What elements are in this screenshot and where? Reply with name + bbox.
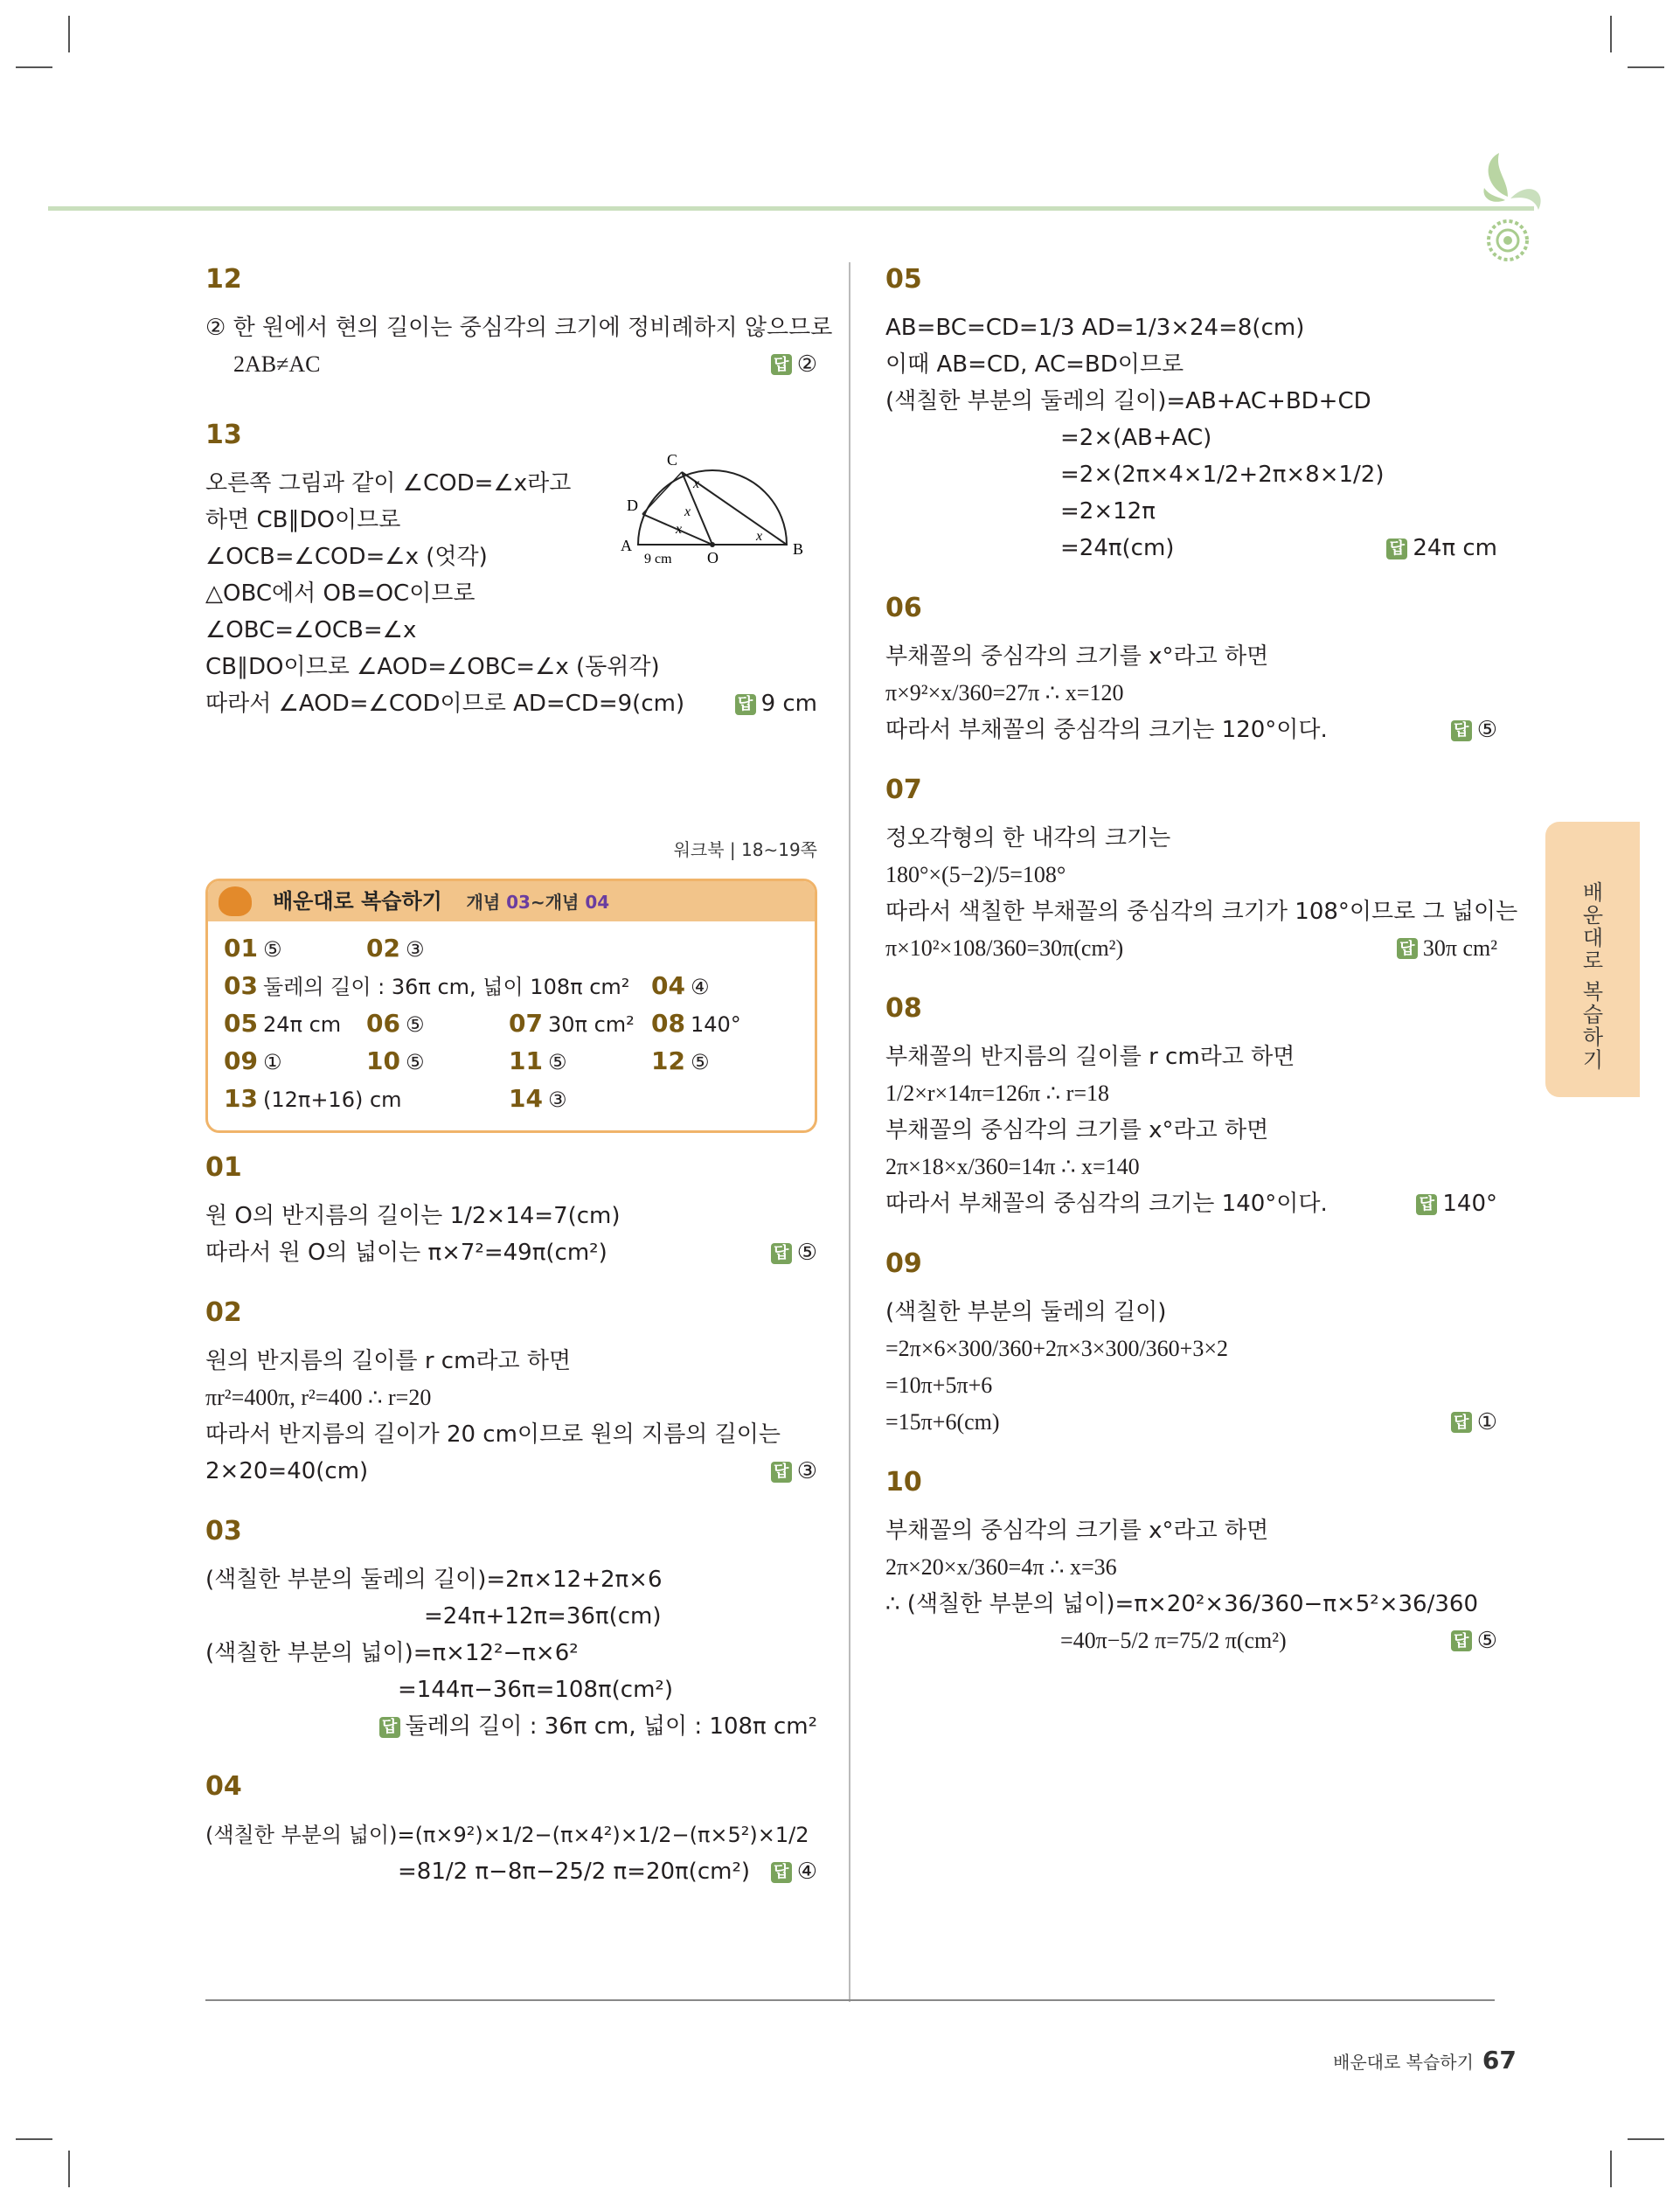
solution-08 [885, 991, 1497, 1222]
review-item-answer: 둘레의 길이 : 36π cm, 넓이 108π cm² [262, 975, 630, 999]
answer [1386, 530, 1497, 566]
solution-line: =2×(2π×4×1/2+2π×8×1/2) [1060, 462, 1385, 488]
solution-line: 따라서 ∠AOD=∠COD이므로 AD=CD=9(cm) [205, 691, 685, 717]
solution-line: 부채꼴의 중심각의 크기를 x°라고 하면 [885, 1518, 1269, 1544]
solution-line: 오른쪽 그림과 같이 ∠COD=∠x라고 [205, 470, 572, 497]
review-item-number: 12 [651, 1046, 685, 1075]
solution-line: (색칠한 부분의 넓이)=π×12²−π×6² [205, 1640, 579, 1666]
solution-line: (색칠한 부분의 넓이)=(π×9²)×1/2−(π×4²)×1/2−(π×5²)×1/2 [205, 1823, 809, 1847]
answer [771, 1853, 817, 1890]
solution-line: 원 O의 반지름의 길이는 1/2×14=7(cm) [205, 1203, 621, 1229]
fox-mascot-icon [219, 886, 252, 916]
figure-label: B [793, 540, 804, 558]
solution-line: =2×(AB+AC) [1060, 425, 1212, 451]
answer [735, 685, 817, 722]
solution-line: 1/2×r×14π=126π ∴ r=18 [885, 1081, 1109, 1106]
figure-label: A [621, 537, 632, 554]
column-divider [849, 262, 850, 2002]
review-item [366, 1043, 509, 1081]
solution-02 [205, 1296, 817, 1490]
review-grid [208, 921, 815, 1130]
question-number: 10 [885, 1467, 922, 1498]
review-subtitle: 개념 03∼개념 04 [466, 892, 610, 913]
footer-rule [205, 1999, 1495, 2001]
answer [771, 1453, 817, 1490]
answer-value: 30π cm² [1422, 935, 1497, 961]
figure-label: x [693, 476, 700, 491]
solution-line: 따라서 원 O의 넓이는 π×7²=49π(cm²) [205, 1240, 607, 1266]
page-footer [1333, 2046, 1517, 2074]
solution-line: πr²=400π, r²=400 ∴ r=20 [205, 1385, 432, 1410]
solution-line: =2π×6×300/360+2π×3×300/360+3×2 [885, 1336, 1229, 1361]
answer-value: ⑤ [1476, 1628, 1497, 1653]
answer-value: ⑤ [796, 1240, 817, 1266]
question-number: 06 [885, 593, 922, 623]
review-item [651, 1081, 794, 1118]
solution-01 [205, 1150, 817, 1271]
review-item-answer: 24π cm [262, 1012, 342, 1037]
review-item [651, 930, 794, 968]
solution-line: =40π−5/2 π=75/2 π(cm²) [1060, 1628, 1287, 1653]
question-number: 03 [205, 1516, 242, 1546]
solution-line: ② 한 원에서 현의 길이는 중심각의 크기에 정비례하지 않으므로 [205, 315, 833, 341]
answer-value: 140° [1442, 1191, 1497, 1217]
answer [1451, 1623, 1497, 1659]
question-number: 13 [205, 420, 242, 450]
right-column [885, 262, 1518, 1684]
leaf-ornament-icon [1460, 144, 1556, 267]
solution-line: 따라서 반지름의 길이가 20 cm이므로 원의 지름의 길이는 [205, 1421, 781, 1448]
solution-line: 하면 CB∥DO이므로 [205, 507, 401, 533]
review-item [224, 1081, 402, 1118]
answer [1397, 930, 1497, 967]
solution-line: AB=BC=CD=1/3 AD=1/3×24=8(cm) [885, 315, 1305, 341]
review-item-number: 05 [224, 1009, 258, 1038]
review-item [509, 1043, 651, 1081]
solution-06 [885, 591, 1497, 748]
review-item-number: 04 [651, 971, 685, 1000]
crop-mark [16, 66, 52, 68]
solution-line: 2×20=40(cm) [205, 1458, 369, 1484]
question-number: 07 [885, 775, 922, 805]
solution-05 [885, 262, 1497, 566]
answer-badge-icon: 답 [735, 694, 756, 715]
solution-line: π×10²×108/360=30π(cm²) [885, 935, 1124, 961]
solution-line: △OBC에서 OB=OC이므로 [205, 580, 476, 607]
review-item [366, 1005, 509, 1043]
figure-label: D [627, 497, 638, 514]
review-item-number: 13 [224, 1084, 258, 1113]
answer-value: 9 cm [760, 691, 817, 717]
solution-line: 부채꼴의 중심각의 크기를 x°라고 하면 [885, 1117, 1269, 1143]
footer-label: 배운대로 복습하기 [1333, 2052, 1474, 2073]
answer-badge-icon: 답 [1386, 539, 1407, 559]
figure-label: x [676, 522, 683, 537]
answer-badge-icon: 답 [771, 1462, 792, 1483]
solution-line: ∠OBC=∠OCB=∠x [205, 617, 417, 643]
solution-line: =144π−36π=108π(cm²) [398, 1677, 673, 1703]
solution-line: 원의 반지름의 길이를 r cm라고 하면 [205, 1348, 572, 1374]
solution-13 [205, 418, 817, 722]
review-item [224, 930, 366, 968]
answer-value: ③ [796, 1458, 817, 1484]
solution-line: (색칠한 부분의 둘레의 길이)=AB+AC+BD+CD [885, 388, 1371, 414]
crop-mark [1628, 2138, 1664, 2140]
solution-line: 부채꼴의 중심각의 크기를 x°라고 하면 [885, 643, 1269, 670]
answer [1451, 1404, 1497, 1441]
answer-badge-icon: 답 [771, 354, 792, 375]
answer [1451, 712, 1497, 748]
crop-mark [1610, 16, 1612, 52]
review-item-number: 10 [366, 1046, 400, 1075]
review-item-number: 03 [224, 971, 258, 1000]
solution-line: =81/2 π−8π−25/2 π=20π(cm²) [398, 1859, 751, 1885]
solution-line: π×9²×x/360=27π ∴ x=120 [885, 680, 1124, 705]
review-item-answer: 140° [690, 1012, 741, 1037]
answer-badge-icon: 답 [1451, 720, 1472, 741]
figure-label: x [756, 529, 763, 544]
question-number: 05 [885, 264, 922, 295]
review-item-answer: ⑤ [405, 1050, 425, 1074]
solution-line: CB∥DO이므로 ∠AOD=∠OBC=∠x (동위각) [205, 654, 660, 680]
review-answer-box [205, 879, 817, 1133]
crop-mark [1610, 2151, 1612, 2187]
semicircle-figure [616, 453, 817, 566]
solution-line: 이때 AB=CD, AC=BD이므로 [885, 351, 1184, 378]
answer [771, 1234, 817, 1271]
question-number: 12 [205, 264, 242, 295]
header-rule [48, 206, 1534, 211]
solution-line: =2×12π [1060, 498, 1156, 525]
solution-12 [205, 262, 833, 383]
question-number: 09 [885, 1248, 922, 1279]
review-item [509, 930, 651, 968]
figure-label: O [707, 549, 719, 566]
review-item [651, 968, 794, 1005]
review-item-number: 14 [509, 1084, 543, 1113]
figure-label: 9 cm [644, 552, 672, 566]
solution-line: =10π+5π+6 [885, 1373, 993, 1398]
answer-value: ② [796, 351, 817, 377]
figure-label: x [684, 504, 691, 519]
crop-mark [68, 16, 70, 52]
workbook-ref: 워크북 | 18∼19쪽 [673, 839, 817, 860]
question-number: 02 [205, 1297, 242, 1328]
solution-10 [885, 1465, 1497, 1659]
solution-09 [885, 1247, 1497, 1441]
answer-badge-icon: 답 [379, 1717, 400, 1738]
question-number: 08 [885, 993, 922, 1024]
solution-line: 따라서 색칠한 부채꼴의 중심각의 크기가 108°이므로 그 넓이는 [885, 899, 1518, 925]
review-item-answer: 30π cm² [547, 1012, 635, 1037]
review-item-answer: ⑤ [547, 1050, 567, 1074]
answer-badge-icon: 답 [771, 1243, 792, 1264]
solution-line: ∠OCB=∠COD=∠x (엇각) [205, 544, 488, 570]
solution-line: =24π+12π=36π(cm) [424, 1603, 662, 1630]
review-item [224, 1005, 366, 1043]
review-item-answer: ① [262, 1050, 282, 1074]
question-number: 04 [205, 1771, 242, 1802]
answer-value: ⑤ [1476, 717, 1497, 743]
review-item-answer: ⑤ [405, 1012, 425, 1037]
solution-04 [205, 1769, 817, 1890]
answer-badge-icon: 답 [1416, 1194, 1437, 1215]
page-number: 67 [1482, 2046, 1517, 2074]
crop-mark [1628, 66, 1664, 68]
review-item [509, 1081, 651, 1118]
review-item-number: 08 [651, 1009, 685, 1038]
review-item-answer: ⑤ [262, 937, 282, 962]
answer-badge-icon: 답 [1397, 938, 1418, 959]
review-item [366, 1081, 509, 1118]
solution-line: 180°×(5−2)/5=108° [885, 862, 1066, 887]
answer-value: ① [1476, 1409, 1497, 1435]
review-item-answer: ③ [405, 937, 425, 962]
answer [1416, 1185, 1497, 1222]
answer-badge-icon: 답 [1451, 1412, 1472, 1433]
review-item-number: 07 [509, 1009, 543, 1038]
review-item-number: 01 [224, 934, 258, 963]
review-item-answer: ④ [690, 975, 710, 999]
left-column [205, 262, 833, 1915]
review-item-number: 09 [224, 1046, 258, 1075]
review-item [224, 968, 651, 1005]
review-title: 배운대로 복습하기 [273, 889, 442, 914]
solution-line: 2π×20×x/360=4π ∴ x=36 [885, 1554, 1117, 1580]
solution-line: 따라서 부채꼴의 중심각의 크기는 140°이다. [885, 1191, 1328, 1217]
review-item-answer: ③ [547, 1088, 567, 1112]
review-header [208, 881, 815, 921]
review-item [509, 1005, 651, 1043]
solution-line: =24π(cm) [1060, 535, 1175, 561]
solution-line: 정오각형의 한 내각의 크기는 [885, 825, 1171, 851]
solution-line: =15π+6(cm) [885, 1409, 1000, 1435]
solution-line: 부채꼴의 반지름의 길이를 r cm라고 하면 [885, 1044, 1295, 1070]
crop-mark [68, 2151, 70, 2187]
chapter-side-tab[interactable] [1545, 822, 1640, 1097]
solution-line: (색칠한 부분의 둘레의 길이) [885, 1299, 1167, 1325]
figure-label: C [667, 453, 678, 469]
review-item [651, 1043, 794, 1081]
answer-badge-icon: 답 [1451, 1630, 1472, 1651]
answer-value: 24π cm [1413, 535, 1497, 561]
answer [379, 1708, 817, 1745]
answer [771, 346, 817, 383]
solution-03 [205, 1514, 817, 1745]
crop-mark [16, 2138, 52, 2140]
review-item-number: 02 [366, 934, 400, 963]
review-item [366, 930, 509, 968]
answer-value: 둘레의 길이 : 36π cm, 넓이 : 108π cm² [405, 1713, 817, 1740]
solution-line: (색칠한 부분의 둘레의 길이)=2π×12+2π×6 [205, 1567, 663, 1593]
answer-value: ④ [796, 1859, 817, 1885]
solution-line: 따라서 부채꼴의 중심각의 크기는 120°이다. [885, 717, 1328, 743]
question-number: 01 [205, 1152, 242, 1183]
review-item-number: 06 [366, 1009, 400, 1038]
solution-07 [885, 773, 1518, 967]
solution-line: ∴ (색칠한 부분의 넓이)=π×20²×36/360−π×5²×36/360 [885, 1591, 1478, 1617]
review-item-answer: ⑤ [690, 1050, 710, 1074]
review-item-number: 11 [509, 1046, 543, 1075]
solution-line: 2AB≠AC [233, 351, 321, 377]
review-item [224, 1043, 366, 1081]
review-item [651, 1005, 794, 1043]
solution-line: 2π×18×x/360=14π ∴ x=140 [885, 1154, 1140, 1179]
side-tab-label: 배운대로 복습하기 [1579, 881, 1603, 1072]
review-item-answer: (12π+16) cm [262, 1088, 402, 1112]
answer-badge-icon: 답 [771, 1862, 792, 1883]
